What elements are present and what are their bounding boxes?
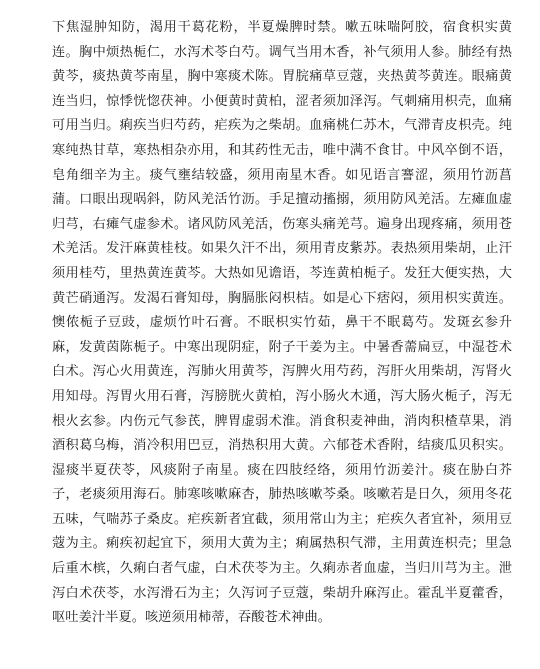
body-paragraph: 下焦湿肿知防，渴用干葛花粉，半夏燥脾时禁。嗽五味喘阿胶，宿食枳实黄连。胸中烦热栀仁，水泻术苓白芍。调气当用木香，补气须用人参。肺经有热黄芩，痰热黄芩南星，胸中寒痰术陈。胃脘痛草豆蔻，夹热黄芩黄连。眼痛黄连当归，惊悸恍惚茯神。小便黄时黄柏，涩者须加泽泻。气刺痛用枳壳，血痛可用当归。痢疾当归芍药，疟疾为之柴胡。血痛桃仁苏木，气滞青皮枳壳。纯寒纯热甘草，寒热相杂亦用，和其药性无击，唯中满不食甘。中风卒倒不语，皂角细辛为主。痰气壅结较盛，须用南星木香。如见语言謇涩，须用竹沥菖蒲。口眼出现㖞斜，防风羌活竹沥。手足擅动搐搦，须用防风羌活。左瘫血虚归芎，右瘫气虚参术。诸风防风羌活，伤寒头痛羌芎。遍身出现疼痛，须用苍术羌活。发汗麻黄桂枝。如果久汗不出，须用青皮紫苏。表热须用柴胡，止汗须用桂芍，里热黄连黄芩。大热如见谵语，芩连黄柏栀子。发狂大便实热，大黄芒硝通泻。发渴石膏知母，胸膈胀闷枳桔。如是心下痞闷，须用枳实黄连。懊侬栀子豆豉，虚烦竹叶石膏。不眠枳实竹茹，鼻干不眠葛芍。发斑玄参升麻，发黄茵陈栀子。中寒出现阴症，附子干姜为主。中暑香薷扁豆，中湿苍术白术。泻心火用黄连，泻肺火用黄芩，泻脾火用芍药，泻肝火用柴胡，泻肾火用知母。泻胃火用石膏，泻膀胱火黄柏，泻小肠火木通，泻大肠火栀子，泻无根火玄参。内伤元气参芪，脾胃虚弱术淮。消食积麦神曲，消肉积楂草果，消酒积葛乌梅，消冷积用巴豆，消热积用大黄。六郁苍术香附，结痰瓜贝积实。湿痰半夏茯苓，风痰附子南星。痰在四肢经络，须用竹沥姜汁。痰在胁白芥子，老痰须用海石。肺寒咳嗽麻杏，肺热咳嗽芩桑。咳嗽若是日久，须用冬花五味，气喘苏子桑皮。疟疾新者宜截，须用常山为主；疟疾久者宜补，须用豆蔻为主。痢疾初起宜下，须用大黄为主；痢属热积气滞，主用黄连枳壳；里急后重木槟，久痢白者气虚，白术茯苓为主。久痢赤者血虚，当归川芎为主。泄泻白术茯苓，水泻滑石为主；久泻诃子豆蔻，柴胡升麻泻止。霍乱半夏藿香，呕吐姜汁半夏。咳逆须用柿蒂，吞酸苍术神曲。: [52, 20, 512, 626]
